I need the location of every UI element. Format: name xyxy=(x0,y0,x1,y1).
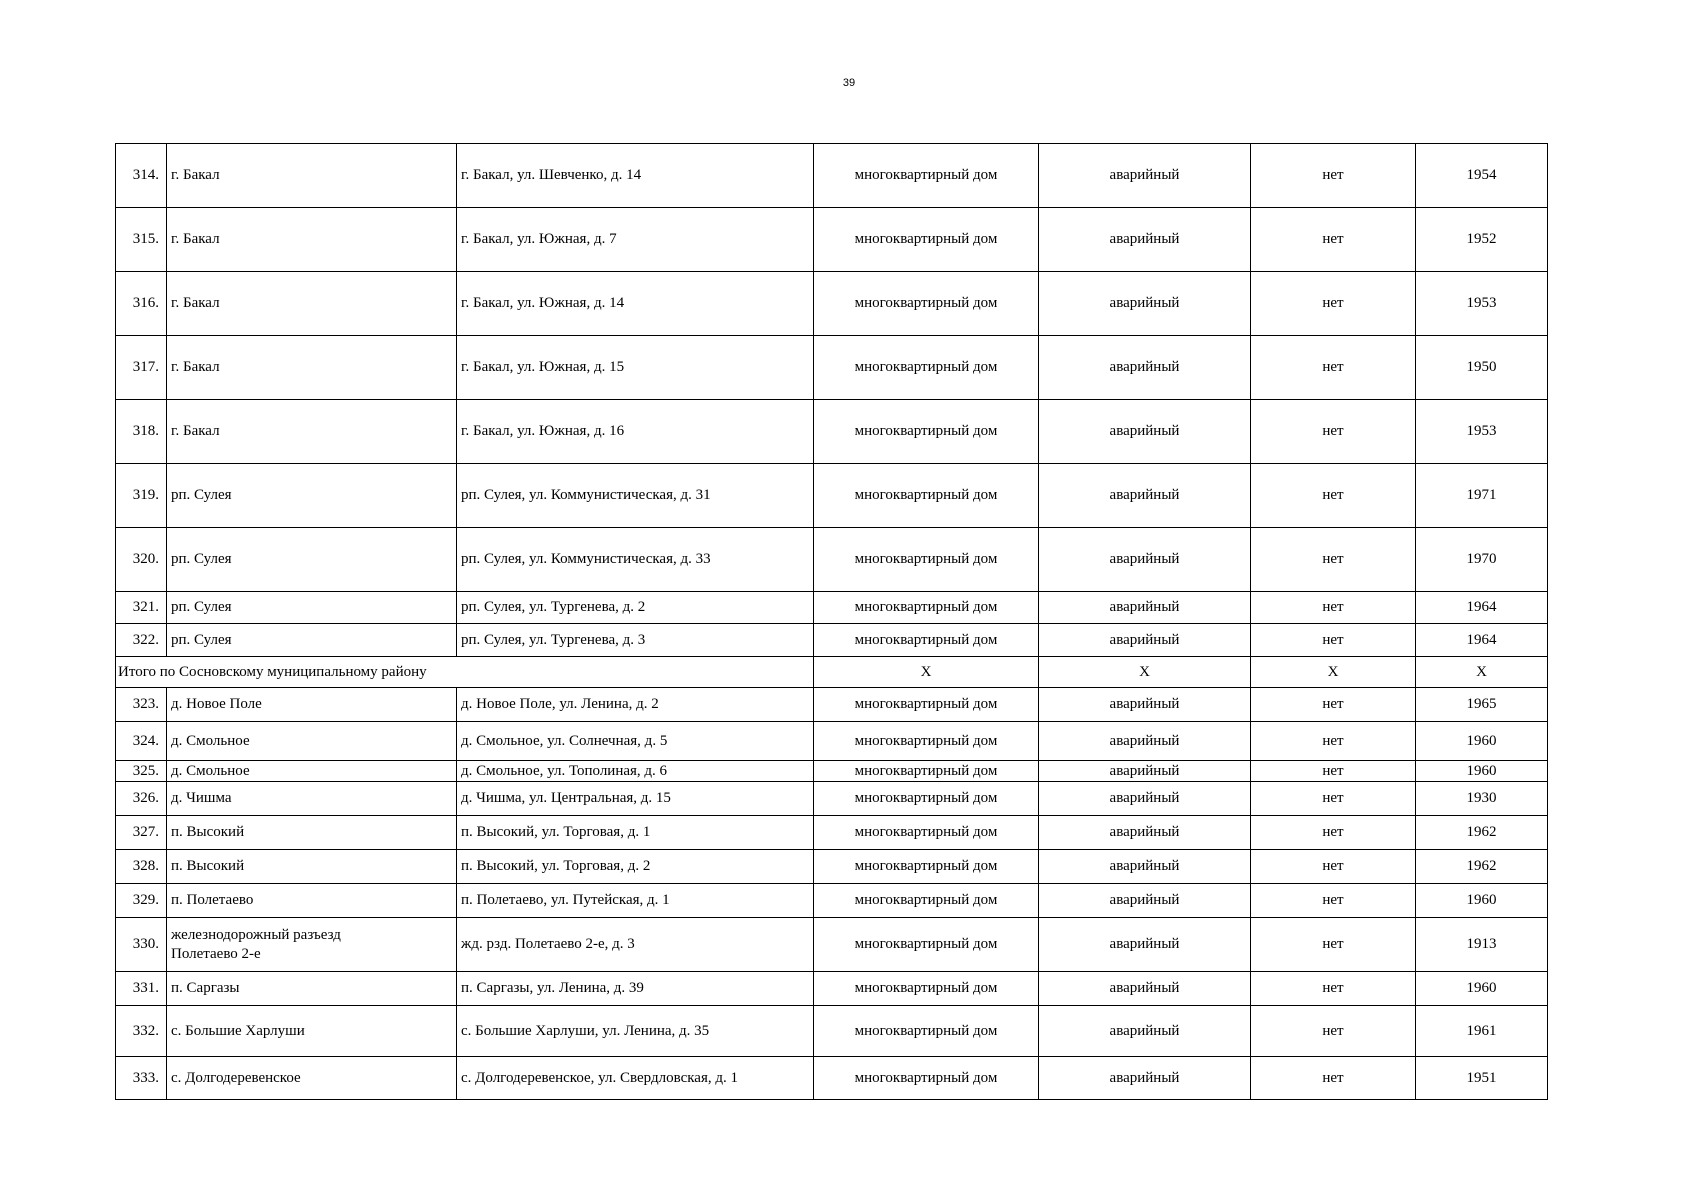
row-number: 319. xyxy=(116,464,167,528)
subtotal-label: Итого по Сосновскому муниципальному району xyxy=(116,657,814,688)
building-type-cell: многоквартирный дом xyxy=(814,592,1039,624)
year-cell: 1930 xyxy=(1416,782,1548,816)
row-number: 324. xyxy=(116,722,167,761)
subtotal-cell: Х xyxy=(1251,657,1416,688)
locality-cell: рп. Сулея xyxy=(167,592,457,624)
address-cell: с. Долгодеревенское, ул. Свердловская, д. 1 xyxy=(457,1057,814,1100)
year-cell: 1960 xyxy=(1416,761,1548,782)
year-cell: 1962 xyxy=(1416,850,1548,884)
table-row xyxy=(116,850,1548,884)
condition-cell: аварийный xyxy=(1039,208,1251,272)
building-type-cell: многоквартирный дом xyxy=(814,464,1039,528)
table-row xyxy=(116,884,1548,918)
table-row xyxy=(116,972,1548,1006)
locality-cell: д. Смольное xyxy=(167,761,457,782)
row-number: 314. xyxy=(116,144,167,208)
table-row xyxy=(116,624,1548,657)
condition-cell: аварийный xyxy=(1039,1057,1251,1100)
building-type-cell: многоквартирный дом xyxy=(814,918,1039,972)
year-cell: 1953 xyxy=(1416,400,1548,464)
row-number: 325. xyxy=(116,761,167,782)
building-type-cell: многоквартирный дом xyxy=(814,528,1039,592)
address-cell: рп. Сулея, ул. Коммунистическая, д. 33 xyxy=(457,528,814,592)
building-type-cell: многоквартирный дом xyxy=(814,1057,1039,1100)
year-cell: 1952 xyxy=(1416,208,1548,272)
row-number: 321. xyxy=(116,592,167,624)
flag-cell: нет xyxy=(1251,722,1416,761)
table-row xyxy=(116,208,1548,272)
address-cell: г. Бакал, ул. Южная, д. 16 xyxy=(457,400,814,464)
address-cell: рп. Сулея, ул. Коммунистическая, д. 31 xyxy=(457,464,814,528)
address-cell: д. Смольное, ул. Солнечная, д. 5 xyxy=(457,722,814,761)
table-row xyxy=(116,336,1548,400)
year-cell: 1970 xyxy=(1416,528,1548,592)
building-type-cell: многоквартирный дом xyxy=(814,400,1039,464)
address-cell: рп. Сулея, ул. Тургенева, д. 3 xyxy=(457,624,814,657)
flag-cell: нет xyxy=(1251,208,1416,272)
table-row xyxy=(116,782,1548,816)
row-number: 326. xyxy=(116,782,167,816)
building-type-cell: многоквартирный дом xyxy=(814,761,1039,782)
locality-cell: г. Бакал xyxy=(167,144,457,208)
table-row xyxy=(116,400,1548,464)
year-cell: 1964 xyxy=(1416,592,1548,624)
flag-cell: нет xyxy=(1251,972,1416,1006)
address-cell: г. Бакал, ул. Южная, д. 15 xyxy=(457,336,814,400)
building-type-cell: многоквартирный дом xyxy=(814,624,1039,657)
row-number: 329. xyxy=(116,884,167,918)
condition-cell: аварийный xyxy=(1039,624,1251,657)
locality-cell: д. Чишма xyxy=(167,782,457,816)
row-number: 332. xyxy=(116,1006,167,1057)
condition-cell: аварийный xyxy=(1039,528,1251,592)
row-number: 331. xyxy=(116,972,167,1006)
condition-cell: аварийный xyxy=(1039,144,1251,208)
year-cell: 1950 xyxy=(1416,336,1548,400)
locality-cell: г. Бакал xyxy=(167,336,457,400)
table-row xyxy=(116,1006,1548,1057)
flag-cell: нет xyxy=(1251,1006,1416,1057)
address-cell: рп. Сулея, ул. Тургенева, д. 2 xyxy=(457,592,814,624)
year-cell: 1971 xyxy=(1416,464,1548,528)
flag-cell: нет xyxy=(1251,688,1416,722)
locality-cell: п. Высокий xyxy=(167,816,457,850)
locality-cell: рп. Сулея xyxy=(167,464,457,528)
locality-cell: рп. Сулея xyxy=(167,528,457,592)
address-cell: п. Высокий, ул. Торговая, д. 1 xyxy=(457,816,814,850)
table-row xyxy=(116,1057,1548,1100)
condition-cell: аварийный xyxy=(1039,592,1251,624)
flag-cell: нет xyxy=(1251,761,1416,782)
page-number: 39 xyxy=(842,77,856,89)
row-number: 327. xyxy=(116,816,167,850)
flag-cell: нет xyxy=(1251,464,1416,528)
flag-cell: нет xyxy=(1251,782,1416,816)
building-type-cell: многоквартирный дом xyxy=(814,208,1039,272)
locality-cell: г. Бакал xyxy=(167,400,457,464)
condition-cell: аварийный xyxy=(1039,884,1251,918)
flag-cell: нет xyxy=(1251,816,1416,850)
year-cell: 1913 xyxy=(1416,918,1548,972)
year-cell: 1965 xyxy=(1416,688,1548,722)
condition-cell: аварийный xyxy=(1039,761,1251,782)
condition-cell: аварийный xyxy=(1039,782,1251,816)
building-type-cell: многоквартирный дом xyxy=(814,884,1039,918)
flag-cell: нет xyxy=(1251,272,1416,336)
flag-cell: нет xyxy=(1251,592,1416,624)
subtotal-row xyxy=(116,657,1548,688)
building-type-cell: многоквартирный дом xyxy=(814,816,1039,850)
condition-cell: аварийный xyxy=(1039,400,1251,464)
flag-cell: нет xyxy=(1251,144,1416,208)
row-number: 315. xyxy=(116,208,167,272)
year-cell: 1953 xyxy=(1416,272,1548,336)
row-number: 320. xyxy=(116,528,167,592)
address-cell: д. Новое Поле, ул. Ленина, д. 2 xyxy=(457,688,814,722)
building-type-cell: многоквартирный дом xyxy=(814,336,1039,400)
building-type-cell: многоквартирный дом xyxy=(814,782,1039,816)
condition-cell: аварийный xyxy=(1039,336,1251,400)
address-cell: п. Полетаево, ул. Путейская, д. 1 xyxy=(457,884,814,918)
subtotal-cell: Х xyxy=(1416,657,1548,688)
table-row xyxy=(116,464,1548,528)
flag-cell: нет xyxy=(1251,336,1416,400)
table-row xyxy=(116,592,1548,624)
flag-cell: нет xyxy=(1251,884,1416,918)
table-row xyxy=(116,918,1548,972)
building-type-cell: многоквартирный дом xyxy=(814,688,1039,722)
year-cell: 1960 xyxy=(1416,972,1548,1006)
year-cell: 1961 xyxy=(1416,1006,1548,1057)
building-type-cell: многоквартирный дом xyxy=(814,972,1039,1006)
locality-cell: п. Полетаево xyxy=(167,884,457,918)
condition-cell: аварийный xyxy=(1039,464,1251,528)
building-type-cell: многоквартирный дом xyxy=(814,850,1039,884)
locality-cell: п. Саргазы xyxy=(167,972,457,1006)
address-cell: п. Высокий, ул. Торговая, д. 2 xyxy=(457,850,814,884)
locality-cell: с. Большие Харлуши xyxy=(167,1006,457,1057)
flag-cell: нет xyxy=(1251,528,1416,592)
table-row xyxy=(116,688,1548,722)
year-cell: 1954 xyxy=(1416,144,1548,208)
housing-registry-table xyxy=(115,143,1548,1100)
building-type-cell: многоквартирный дом xyxy=(814,722,1039,761)
locality-cell: с. Долгодеревенское xyxy=(167,1057,457,1100)
address-cell: д. Чишма, ул. Центральная, д. 15 xyxy=(457,782,814,816)
flag-cell: нет xyxy=(1251,918,1416,972)
flag-cell: нет xyxy=(1251,400,1416,464)
locality-cell: железнодорожный разъезд Полетаево 2-е xyxy=(167,918,457,972)
subtotal-cell: Х xyxy=(814,657,1039,688)
condition-cell: аварийный xyxy=(1039,1006,1251,1057)
table-row xyxy=(116,144,1548,208)
flag-cell: нет xyxy=(1251,850,1416,884)
table-row xyxy=(116,761,1548,782)
row-number: 323. xyxy=(116,688,167,722)
address-cell: г. Бакал, ул. Южная, д. 7 xyxy=(457,208,814,272)
condition-cell: аварийный xyxy=(1039,918,1251,972)
locality-cell: д. Смольное xyxy=(167,722,457,761)
row-number: 318. xyxy=(116,400,167,464)
locality-cell: г. Бакал xyxy=(167,272,457,336)
locality-cell: рп. Сулея xyxy=(167,624,457,657)
building-type-cell: многоквартирный дом xyxy=(814,272,1039,336)
subtotal-cell: Х xyxy=(1039,657,1251,688)
year-cell: 1951 xyxy=(1416,1057,1548,1100)
row-number: 316. xyxy=(116,272,167,336)
building-type-cell: многоквартирный дом xyxy=(814,144,1039,208)
year-cell: 1960 xyxy=(1416,884,1548,918)
condition-cell: аварийный xyxy=(1039,688,1251,722)
table-row xyxy=(116,722,1548,761)
condition-cell: аварийный xyxy=(1039,272,1251,336)
address-cell: г. Бакал, ул. Шевченко, д. 14 xyxy=(457,144,814,208)
building-type-cell: многоквартирный дом xyxy=(814,1006,1039,1057)
row-number: 322. xyxy=(116,624,167,657)
row-number: 333. xyxy=(116,1057,167,1100)
locality-cell: г. Бакал xyxy=(167,208,457,272)
locality-cell: д. Новое Поле xyxy=(167,688,457,722)
address-cell: жд. рзд. Полетаево 2-е, д. 3 xyxy=(457,918,814,972)
row-number: 317. xyxy=(116,336,167,400)
locality-cell: п. Высокий xyxy=(167,850,457,884)
year-cell: 1964 xyxy=(1416,624,1548,657)
table-row xyxy=(116,272,1548,336)
row-number: 328. xyxy=(116,850,167,884)
condition-cell: аварийный xyxy=(1039,816,1251,850)
table-row xyxy=(116,816,1548,850)
address-cell: г. Бакал, ул. Южная, д. 14 xyxy=(457,272,814,336)
table-row xyxy=(116,528,1548,592)
flag-cell: нет xyxy=(1251,1057,1416,1100)
condition-cell: аварийный xyxy=(1039,850,1251,884)
condition-cell: аварийный xyxy=(1039,972,1251,1006)
address-cell: д. Смольное, ул. Тополиная, д. 6 xyxy=(457,761,814,782)
year-cell: 1960 xyxy=(1416,722,1548,761)
address-cell: п. Саргазы, ул. Ленина, д. 39 xyxy=(457,972,814,1006)
row-number: 330. xyxy=(116,918,167,972)
year-cell: 1962 xyxy=(1416,816,1548,850)
condition-cell: аварийный xyxy=(1039,722,1251,761)
address-cell: с. Большие Харлуши, ул. Ленина, д. 35 xyxy=(457,1006,814,1057)
flag-cell: нет xyxy=(1251,624,1416,657)
table-body xyxy=(116,144,1548,1100)
